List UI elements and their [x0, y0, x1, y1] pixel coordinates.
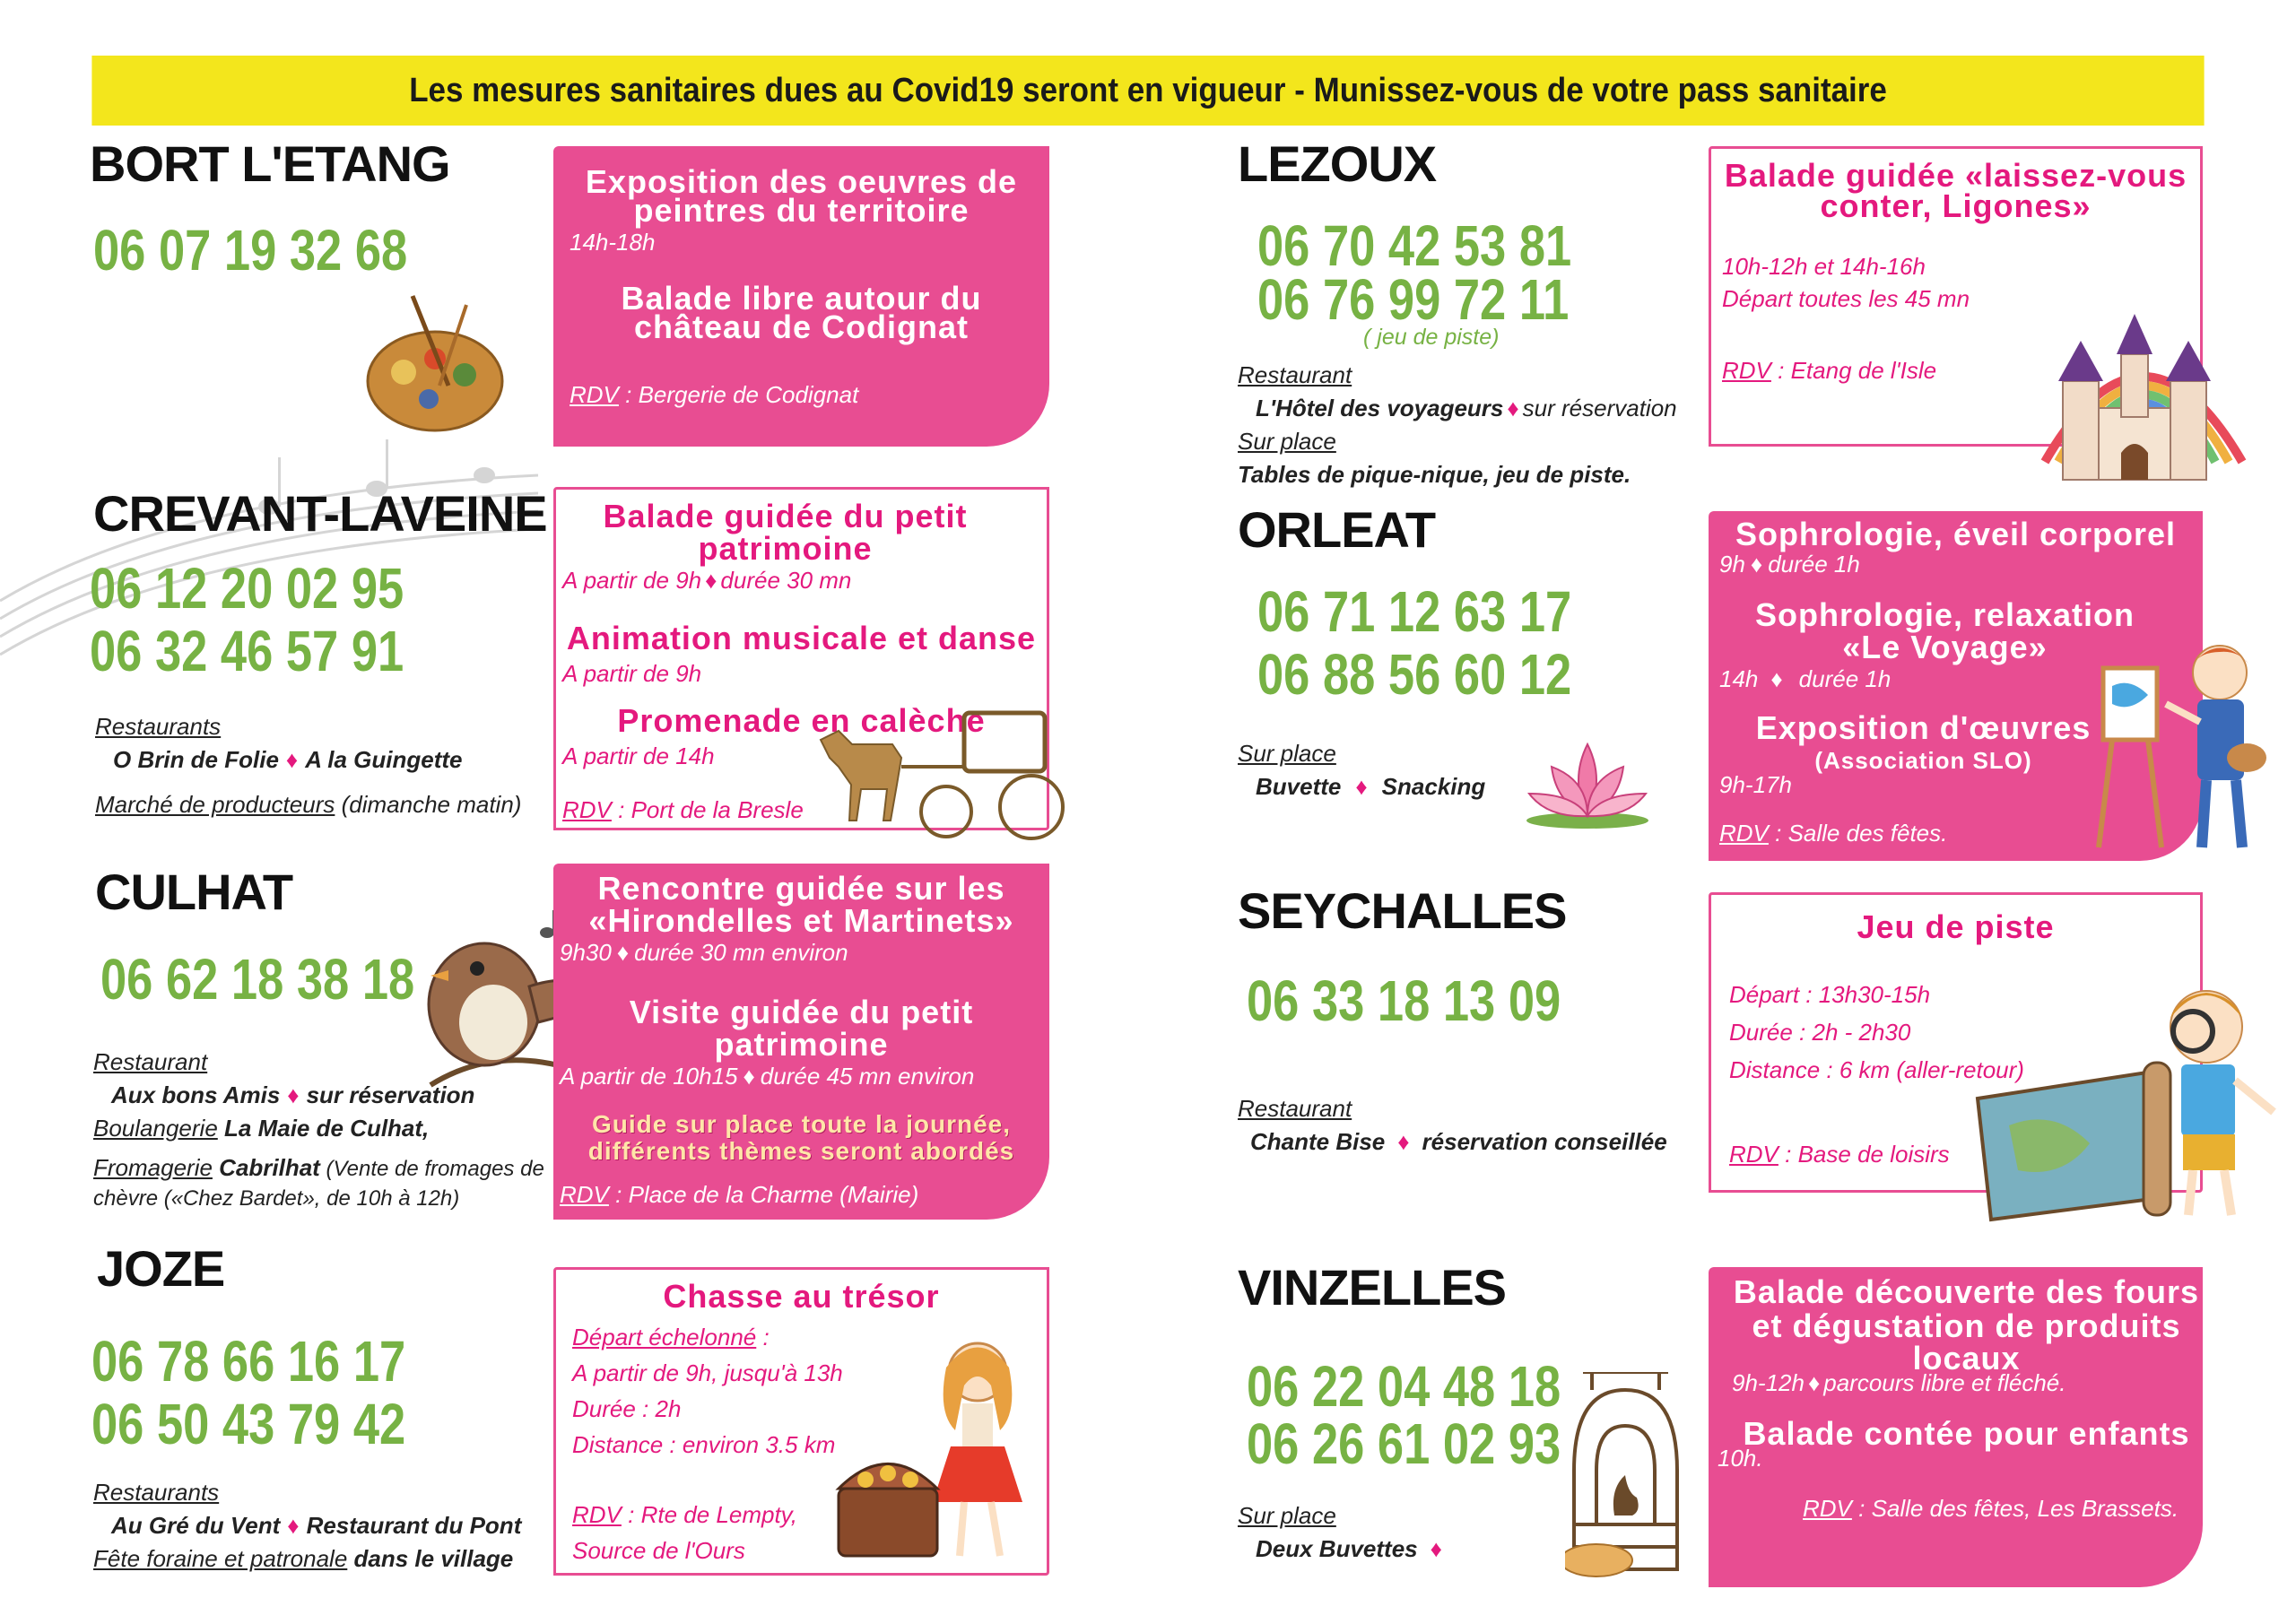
activity-title: Chasse au trésor: [663, 1278, 940, 1315]
market-note: Marché de producteurs (dimanche matin): [95, 791, 522, 818]
rdv-line: [572, 1501, 797, 1528]
diamond-icon: ♦: [616, 939, 630, 966]
lotus-icon: [1525, 735, 1650, 829]
rdv-place: : Rte de Lempty,: [621, 1501, 797, 1528]
rdv-place: : Base de loisirs: [1778, 1141, 1950, 1168]
rdv-label: RDV: [1719, 820, 1769, 847]
activity-box-bort: [553, 146, 1049, 447]
phone-note: ( jeu de piste): [1363, 325, 1500, 350]
activity-detail: Durée : 2h: [572, 1395, 682, 1422]
activity-detail: Départ toutes les 45 mn: [1722, 285, 1970, 312]
rdv-line: [1803, 1495, 2179, 1522]
activity-title: Visite guidée du petit: [629, 994, 974, 1030]
activity-title: Balade guidée du petit: [603, 498, 968, 534]
restaurants-label: Restaurants: [95, 713, 222, 740]
activity-title: «Hirondelles et Martinets»: [588, 902, 1014, 939]
activity-title: peintres du territoire: [633, 192, 970, 229]
activity-time: 14h ♦ durée 1h: [1719, 665, 1892, 692]
town-orleat: ORLEAT: [1238, 501, 1436, 558]
rdv-line: [562, 796, 804, 823]
rdv-place-2: Source de l'Ours: [572, 1537, 745, 1564]
phone-joze-1: 06 78 66 16 17: [91, 1329, 406, 1394]
diamond-icon: ♦: [285, 746, 299, 773]
rdv-label: RDV: [1729, 1141, 1779, 1168]
diamond-icon: ♦: [1397, 1128, 1410, 1155]
horse-carriage-icon: [812, 704, 1072, 847]
activity-detail: Départ : 13h30-15h: [1729, 981, 1931, 1008]
phone-lezoux-2: 06 76 99 72 11: [1257, 267, 1570, 332]
activity-time: A partir de 9h: [562, 660, 702, 687]
town-culhat: CULHAT: [95, 864, 293, 920]
activity-time: A partir de 14h: [562, 743, 715, 769]
activity-detail: A partir de 9h, jusqu'à 13h: [572, 1359, 843, 1386]
activity-time: 9h-17h: [1719, 771, 1792, 798]
phone-bort-1: 06 07 19 32 68: [93, 218, 408, 282]
fair-note: Fête foraine et patronale dans le village: [93, 1545, 514, 1572]
activity-title: Rencontre guidée sur les: [597, 870, 1005, 907]
activity-title: Sophrologie, relaxation: [1754, 596, 2135, 633]
activity-box-vinzelles: [1709, 1267, 2203, 1587]
diamond-icon: ♦: [743, 1063, 755, 1090]
diamond-icon: ♦: [287, 1512, 300, 1539]
phone-seychalles-1: 06 33 18 13 09: [1247, 968, 1561, 1033]
restaurant-list: L'Hôtel des voyageurs ♦ sur réservation: [1256, 395, 1677, 421]
activity-title: conter, Ligones»: [1820, 187, 2092, 224]
activity-detail: Départ échelonné :: [572, 1324, 770, 1350]
activity-title: patrimoine: [698, 530, 873, 567]
activity-title: locaux: [1912, 1340, 2021, 1376]
town-vinzelles: VINZELLES: [1238, 1259, 1507, 1316]
bakery-note: Boulangerie La Maie de Culhat,: [93, 1115, 430, 1142]
activity-title: Balade contée pour enfants: [1743, 1415, 2190, 1452]
activity-time: A partir de 10h15 ♦ durée 45 mn environ: [560, 1063, 975, 1090]
activity-time: 10h-12h et 14h-16h: [1722, 253, 1926, 280]
activity-time: 9h30 ♦ durée 30 mn environ: [560, 939, 848, 966]
rdv-label: RDV: [562, 796, 612, 823]
on-site-label: Sur place: [1238, 1502, 1336, 1529]
covid-banner: [91, 56, 2204, 126]
rdv-place: : Bergerie de Codignat: [618, 381, 859, 408]
rdv-place: : Salle des fêtes.: [1768, 820, 1948, 847]
bread-oven-icon: [1565, 1372, 1686, 1578]
paint-palette-icon: [359, 287, 511, 444]
rdv-line: [570, 381, 858, 408]
activity-title: Balade guidée «laissez-vous: [1724, 157, 2187, 194]
diamond-icon: ♦: [1430, 1535, 1442, 1562]
restaurant-label: Restaurant: [1238, 1095, 1352, 1122]
activity-title: Promenade en calèche: [617, 702, 986, 739]
phone-joze-2: 06 50 43 79 42: [91, 1392, 406, 1456]
rdv-place: : Port de la Bresle: [611, 796, 804, 823]
activity-title: patrimoine: [714, 1026, 889, 1063]
restaurant-label: Restaurant: [93, 1048, 208, 1075]
restaurant-label: Restaurant: [1238, 361, 1352, 388]
phone-culhat-1: 06 62 18 38 18: [100, 947, 415, 1012]
rdv-label: RDV: [570, 381, 619, 408]
boy-map-icon: [1973, 964, 2283, 1224]
town-crevant-laveine: CREVANT-LAVEINE: [93, 485, 547, 542]
rdv-line: [1729, 1141, 1950, 1168]
activity-title: et dégustation de produits: [1752, 1307, 2181, 1344]
activity-time: A partir de 9h ♦ durée 30 mn: [562, 567, 852, 594]
activity-detail: Durée : 2h - 2h30: [1729, 1019, 1911, 1046]
on-site-label: Sur place: [1238, 428, 1336, 455]
restaurant-list: Aux bons Amis ♦ sur réservation: [111, 1081, 475, 1108]
activity-time: 10h.: [1718, 1445, 1763, 1472]
diamond-icon: ♦: [1807, 1369, 1821, 1396]
rdv-place: : Etang de l'Isle: [1770, 357, 1937, 384]
on-site-list: Tables de pique-nique, jeu de piste.: [1238, 461, 1631, 488]
restaurant-list: Chante Bise ♦ réservation conseillée: [1250, 1128, 1667, 1155]
phone-vinzelles-2: 06 26 61 02 93: [1247, 1411, 1561, 1476]
cheese-note-2: chèvre («Chez Bardet», de 10h à 12h): [93, 1186, 460, 1211]
activity-title: Exposition des oeuvres de: [585, 163, 1018, 200]
activity-time: 14h-18h: [570, 229, 656, 256]
activity-detail: Distance : 6 km (aller-retour): [1729, 1056, 2024, 1083]
town-seychalles: SEYCHALLES: [1238, 882, 1567, 939]
activity-subtitle: (Association SLO): [1814, 747, 2032, 774]
activity-title: Balade libre autour du: [621, 280, 982, 317]
phone-crevant-1: 06 12 20 02 95: [90, 556, 404, 621]
activity-title: Exposition d'œuvres: [1755, 709, 2092, 746]
cheese-note: Fromagerie Cabrilhat (Vente de fromages de: [93, 1154, 544, 1181]
activity-title: Sophrologie, éveil corporel: [1735, 516, 2177, 552]
covid-banner-text: Les mesures sanitaires dues au Covid19 seront en vigueur - Munissez-vous de votre pass sanitaire: [409, 71, 1887, 109]
rdv-line: [1719, 820, 1947, 847]
phone-vinzelles-1: 06 22 04 48 18: [1247, 1354, 1561, 1419]
rdv-place: : Salle des fêtes, Les Brassets.: [1851, 1495, 2179, 1522]
diamond-icon: ♦: [287, 1081, 300, 1108]
phone-orleat-1: 06 71 12 63 17: [1257, 579, 1572, 644]
rdv-line: [1722, 357, 1936, 384]
town-lezoux: LEZOUX: [1238, 135, 1437, 192]
highlight-text: Guide sur place toute la journée,: [591, 1110, 1012, 1138]
activity-time: 9h ♦ durée 1h: [1719, 551, 1860, 578]
rdv-label: RDV: [572, 1501, 622, 1528]
diamond-icon: ♦: [1770, 665, 1783, 692]
on-site-list: Buvette ♦ Snacking: [1256, 773, 1486, 800]
restaurant-list: Au Gré du Vent ♦ Restaurant du Pont: [111, 1512, 522, 1539]
restaurants-label: Restaurants: [93, 1479, 220, 1506]
activity-title: «Le Voyage»: [1842, 629, 2048, 665]
highlight-text: différents thèmes seront abordés: [587, 1137, 1015, 1165]
town-joze: JOZE: [97, 1240, 225, 1297]
on-site-label: Sur place: [1238, 740, 1336, 767]
activity-title: château de Codignat: [633, 308, 970, 345]
phone-orleat-2: 06 88 56 60 12: [1257, 642, 1572, 707]
activity-title: Jeu de piste: [1857, 908, 2055, 945]
rdv-label: RDV: [560, 1181, 609, 1208]
activity-detail: Distance : environ 3.5 km: [572, 1431, 836, 1458]
rdv-place: : Place de la Charme (Mairie): [608, 1181, 919, 1208]
activity-title: Animation musicale et danse: [566, 620, 1037, 656]
activity-time: 9h-12h ♦ parcours libre et fléché.: [1732, 1369, 2066, 1396]
painter-child-icon: [2094, 632, 2274, 861]
phone-crevant-2: 06 32 46 57 91: [90, 619, 404, 683]
restaurant-list: O Brin de Folie ♦ A la Guingette: [113, 746, 463, 773]
activity-box-culhat: [553, 864, 1049, 1220]
diamond-icon: ♦: [1507, 395, 1519, 421]
diamond-icon: ♦: [705, 567, 718, 594]
phone-lezoux-1: 06 70 42 53 81: [1257, 213, 1572, 278]
rdv-label: RDV: [1803, 1495, 1852, 1522]
castle-rainbow-icon: [2027, 300, 2260, 489]
diamond-icon: ♦: [1355, 773, 1368, 800]
on-site-list: Deux Buvettes ♦: [1256, 1535, 1442, 1562]
town-bort-letang: BORT L'ETANG: [90, 135, 450, 192]
girl-treasure-icon: [830, 1332, 1054, 1583]
diamond-icon: ♦: [1750, 551, 1763, 578]
activity-title: Balade découverte des fours: [1733, 1273, 2200, 1310]
rdv-line: [560, 1181, 918, 1208]
rdv-label: RDV: [1722, 357, 1771, 384]
